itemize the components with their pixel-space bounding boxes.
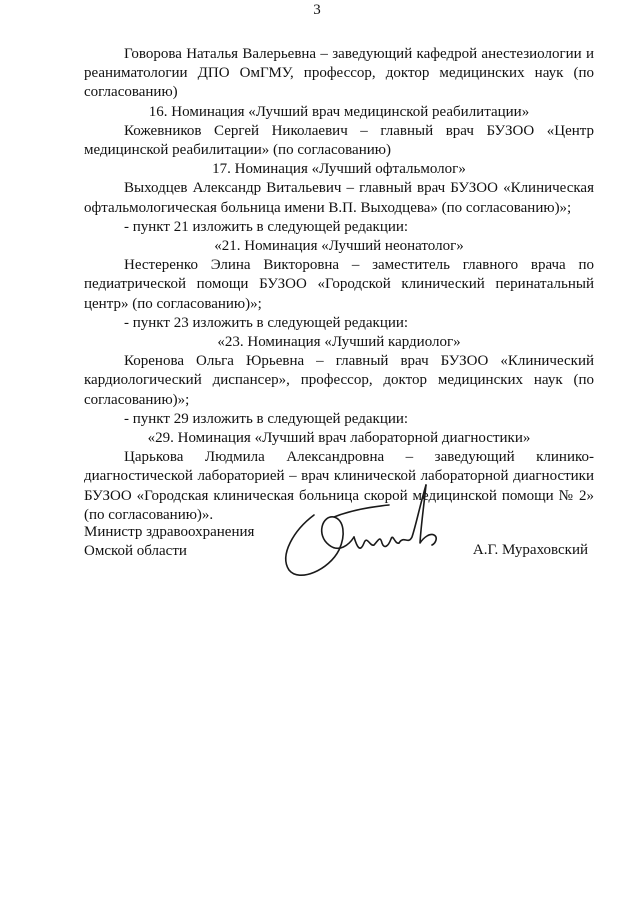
amendment-item: - пункт 21 изложить в следующей редакции:: [124, 218, 409, 235]
paragraph: Нестеренко Элина Викторовна – заместитель главного врача по педиатрической помощи БУЗОО «Городской клинический перинатальный центр» (по согласованию)»;: [84, 257, 594, 312]
amendment-item: - пункт 23 изложить в следующей редакции:: [124, 314, 409, 331]
signature-block: [84, 520, 594, 580]
signer-position-line2: Омской области: [84, 543, 187, 559]
amendment-item: - пункт 29 изложить в следующей редакции:: [124, 410, 409, 427]
signer-position: [84, 523, 254, 561]
handwritten-signature: [274, 475, 464, 585]
nomination-heading: 17. Номинация «Лучший офтальмолог»: [212, 161, 466, 178]
signer-name: А.Г. Мураховский: [472, 542, 588, 558]
nomination-heading: «23. Номинация «Лучший кардиолог»: [217, 334, 461, 351]
nomination-heading: «29. Номинация «Лучший врач лабораторной диагностики»: [147, 430, 531, 447]
paragraph: Кожевников Сергей Николаевич – главный врач БУЗОО «Центр медицинской реабилитации» (по согласованию): [84, 122, 594, 159]
document-body: [84, 45, 594, 525]
paragraph: Говорова Наталья Валерьевна – заведующий кафедрой анестезиологии и реаниматологии ДПО ОмГМУ, профессор, доктор медицинских наук (по согласованию): [84, 46, 594, 101]
nomination-heading: «21. Номинация «Лучший неонатолог»: [214, 238, 464, 255]
nomination-heading: 16. Номинация «Лучший врач медицинской реабилитации»: [148, 103, 530, 120]
signer-position-line1: Министр здравоохранения: [84, 524, 255, 540]
paragraph: Выходцев Александр Витальевич – главный врач БУЗОО «Клиническая офтальмологическая больница имени В.П. Выходцева» (по согласованию)»;: [84, 180, 594, 216]
paragraph: Царькова Людмила Александровна – заведующий клинико-диагностической лабораторией – врач клинической лабораторной диагностики БУЗОО «Городская клиническая больница скорой медицинской помощи № 2» (по согласованию)».: [84, 449, 594, 523]
page-number: 3: [313, 2, 321, 18]
paragraph: Коренова Ольга Юрьевна – главный врач БУЗОО «Клинический кардиологический диспансер», профессор, доктор медицинских наук (по согласованию)»;: [84, 353, 594, 408]
